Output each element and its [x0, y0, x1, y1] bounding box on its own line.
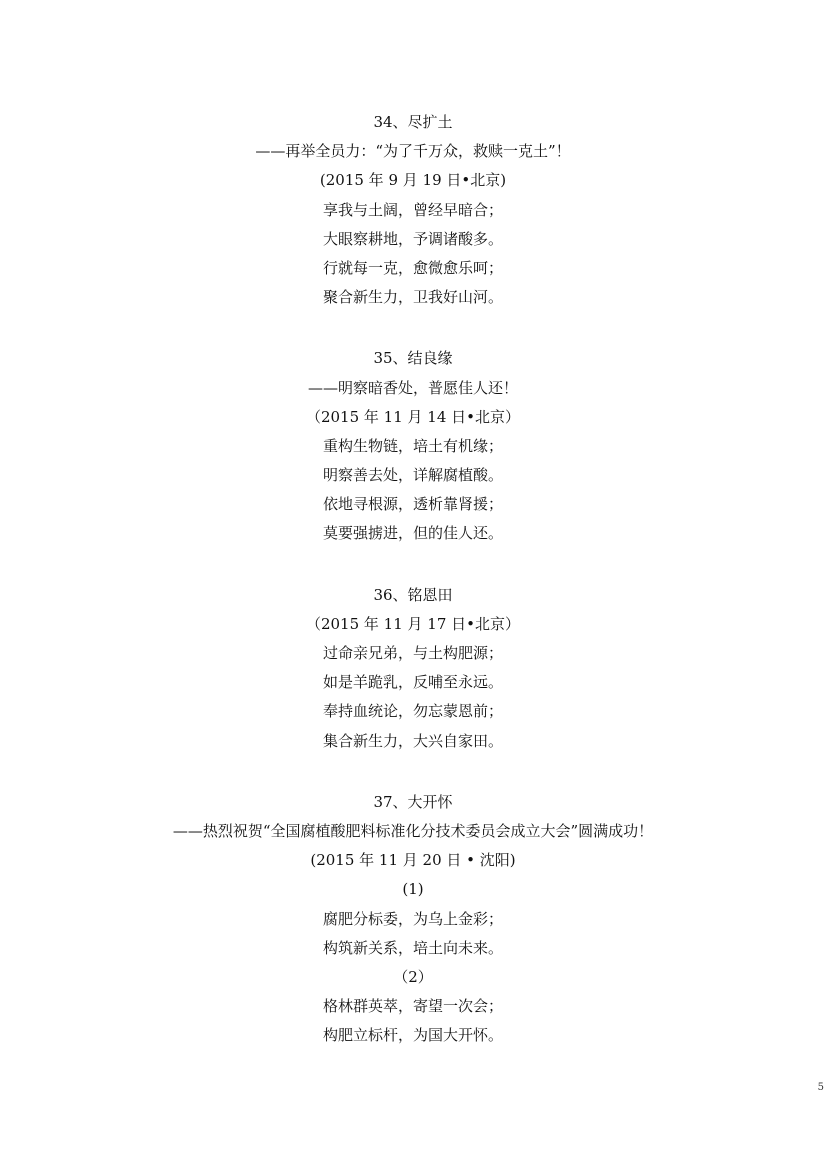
poem-36: [0, 581, 826, 756]
poem-date: (2015 年 9 月 19 日•北京): [319, 171, 507, 190]
poem-34: [0, 108, 826, 312]
poem-verse: 重构生物链，培土有机缘；: [322, 436, 503, 455]
poem-37: [0, 788, 826, 1051]
poem-verse: 莫要强掳进，但的佳人还。: [322, 524, 503, 543]
poem-verse: 腐肥分标委，为乌上金彩；: [322, 909, 503, 928]
poem-part-number: （2）: [393, 967, 433, 986]
poem-subtitle: ——再举全员力：“为了千万众，救赎一克土”！: [255, 142, 571, 161]
poem-verse: 奉持血统论，勿忘蒙恩前；: [322, 702, 503, 721]
poem-verse: 如是羊跪乳，反哺至永远。: [322, 673, 503, 692]
poem-verse: 构肥立标杆，为国大开怀。: [322, 1026, 503, 1045]
poem-verse: 过命亲兄弟，与土构肥源；: [322, 644, 503, 662]
poem-date: （2015 年 11 月 14 日•北京）: [305, 407, 521, 426]
poem-verse: 构筑新关系，培土向未来。: [322, 938, 503, 957]
poem-verse: 享我与土阔，曾经早暗合；: [322, 200, 503, 219]
poem-title: 37、大开怀: [373, 792, 453, 811]
poem-verse: 集合新生力，大兴自家田。: [322, 731, 503, 750]
poem-verse: 行就每一克，愈微愈乐呵；: [322, 258, 503, 277]
poem-title: 35、结良缘: [373, 349, 453, 368]
poem-verse: 格林群英萃，寄望一次会；: [322, 997, 503, 1016]
poem-35: [0, 344, 826, 548]
poem-subtitle: ——热烈祝贺“全国腐植酸肥料标准化分技术委员会成立大会”圆满成功！: [172, 821, 654, 840]
poem-collection: [0, 108, 826, 1050]
poem-verse: 大眼察耕地，予调诸酸多。: [322, 229, 503, 248]
poem-date: （2015 年 11 月 17 日•北京）: [305, 614, 521, 633]
poem-subtitle: ——明察暗香处，普愿佳人还！: [307, 378, 518, 397]
page-number: 5: [817, 1082, 824, 1093]
poem-verse: 依地寻根源，透析靠肾援；: [322, 495, 503, 514]
poem-verse: 聚合新生力，卫我好山河。: [322, 288, 503, 307]
poem-verse: 明察善去处，详解腐植酸。: [322, 466, 503, 485]
poem-title: 36、铭恩田: [373, 585, 453, 604]
poem-date: (2015 年 11 月 20 日 • 沈阳): [310, 851, 516, 870]
poem-title: 34、尽扩土: [373, 113, 453, 131]
poem-part-number: (1): [402, 880, 424, 899]
